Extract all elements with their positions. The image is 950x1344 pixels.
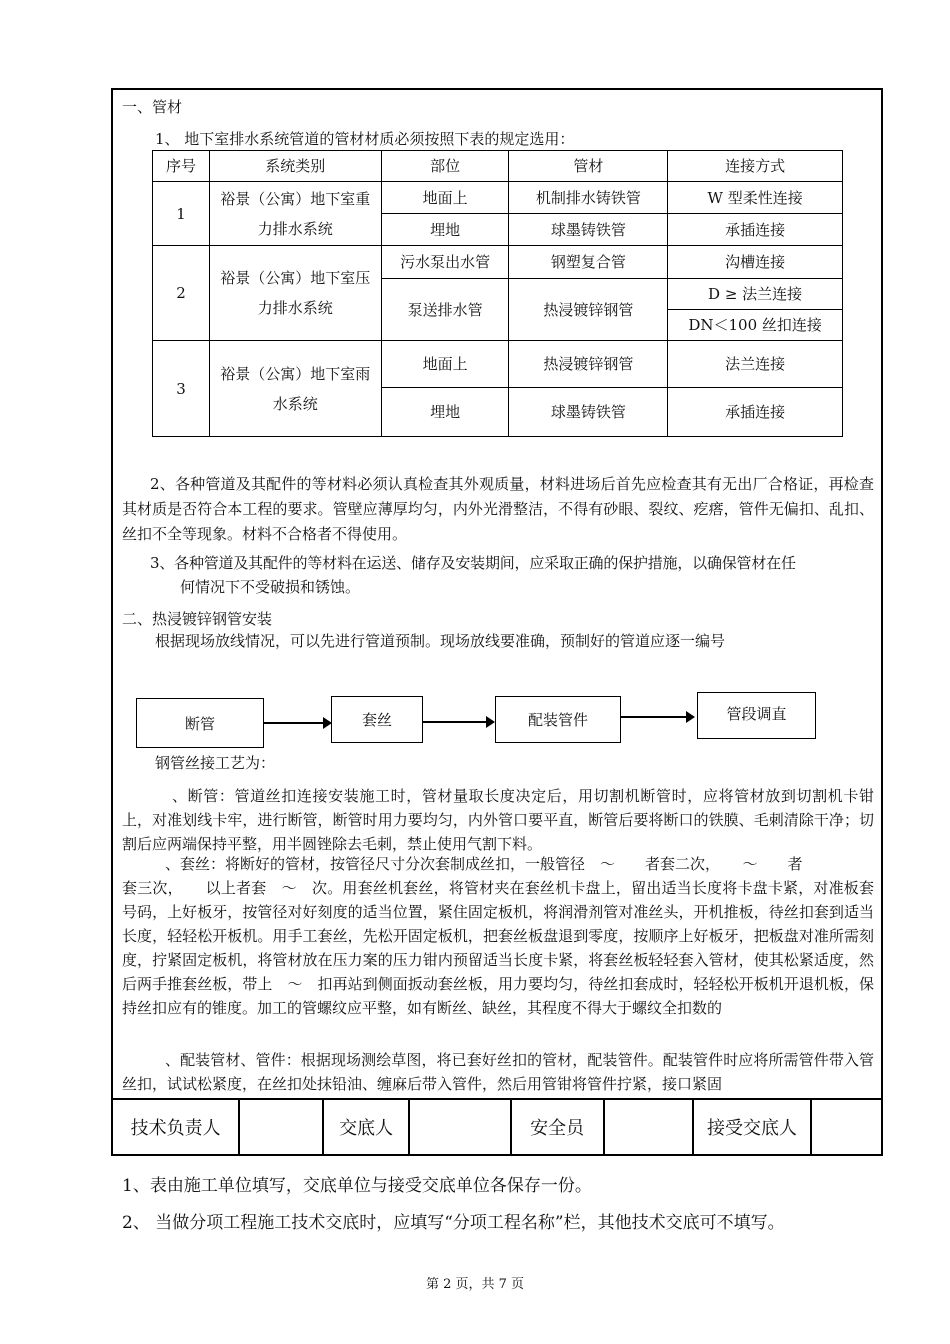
prefabrication-intro: 根据现场放线情况，可以先进行管道预制。现场放线要准确，预制好的管道应逐一编号 <box>155 632 726 650</box>
tech-lead-signature-field[interactable] <box>239 1099 323 1155</box>
flow-step-straighten: 管段调直 <box>697 692 816 739</box>
connection-type: 法兰连接 <box>668 341 843 388</box>
pipe-part: 地面上 <box>381 341 509 388</box>
table-header-row <box>153 151 843 182</box>
process-title: 钢管丝接工艺为： <box>155 754 276 772</box>
material-inspection-paragraph: 2、各种管道及其配件的等材料必须认真检查其外观质量，材料进场后首先应检查其有无出厂合格证，再检查其材质是否符合本工程的要求。管壁应薄厚均匀，内外光滑整洁，不得有砂眼、裂纹、疙瘩，管件无偏扣、乱扣、丝扣不全等现象。材料不合格者不得使用。 <box>122 475 874 543</box>
system-category: 裕景（公寓）地下室雨水系统 <box>209 341 381 437</box>
page-number: 第 2 页，共 7 页 <box>425 1277 525 1292</box>
pipe-material: 球墨铸铁管 <box>509 214 668 246</box>
pipe-part: 埋地 <box>381 214 509 246</box>
section-heading-galvanized: 二、热浸镀锌钢管安装 <box>122 610 273 628</box>
row-number: 3 <box>153 341 210 437</box>
protection-paragraph-line1: 3、各种管道及其配件的等材料在运送、储存及安装期间，应采取正确的保护措施，以确保管材在任 <box>150 554 796 572</box>
pipe-material: 球墨铸铁管 <box>509 388 668 437</box>
note-2: 2、 当做分项工程施工技术交底时，应填写“分项工程名称”栏，其他技术交底可不填写。 <box>122 1213 785 1233</box>
pipe-material: 热浸镀锌钢管 <box>509 341 668 388</box>
safety-officer-signature-field[interactable] <box>604 1099 694 1155</box>
row-number: 1 <box>153 182 210 246</box>
system-category: 裕景（公寓）地下室重力排水系统 <box>209 182 381 246</box>
table-row <box>153 341 843 388</box>
pipe-material: 热浸镀锌钢管 <box>509 279 668 341</box>
receiver-label: 接受交底人 <box>693 1099 810 1155</box>
note-1: 1、表由施工单位填写，交底单位与接受交底单位各保存一份。 <box>122 1176 592 1196</box>
connection-type: DN＜100 丝扣连接 <box>668 310 843 341</box>
fitting-paragraph: 、配装管材、管件：根据现场测绘草图，将已套好丝扣的管材，配装管件。配装管件时应将所需管件带入管丝扣，试试松紧度，在丝扣处抹铅油、缠麻后带入管件，然后用管钳将管件拧紧，接口紧固 <box>122 1051 874 1093</box>
pipe-part: 泵送排水管 <box>381 279 509 341</box>
table-row <box>153 246 843 279</box>
flow-step-fit: 配装管件 <box>495 696 621 743</box>
flow-step-thread: 套丝 <box>331 696 423 743</box>
flow-step-cut: 断管 <box>136 698 264 748</box>
section-heading-pipes: 一、管材 <box>122 98 183 116</box>
column-header: 部位 <box>381 151 509 182</box>
pipe-part: 污水泵出水管 <box>381 246 509 279</box>
pipe-material-table <box>152 150 843 437</box>
system-category: 裕景（公寓）地下室压力排水系统 <box>209 246 381 341</box>
threading-paragraph: 套三次， 以上者套 ～ 次。用套丝机套丝，将管材夹在套丝机卡盘上，留出适当长度将卡盘卡紧，对准板套号码，上好板牙，按管径对好刻度的适当位置，紧住固定板机，将润滑剂管对准丝头，开机推板，待丝扣套到适当长度，轻轻松开板机。用手工套丝，先松开固定板机，把套丝板盘退到零度，按顺序上好板牙，把板盘对准所需刻度，拧紧固定板机，将管材放在压力案的压力钳内预留适当长度卡紧，将套丝板轻轻套入管材，使其松紧适度，然后两手推套丝板，带上 ～ 扣再站到侧面扳动套丝板，用力要均匀，待丝扣套成时，轻轻松开板机开退机板，保持丝扣应有的锥度。加工的管螺纹应平整，如有断丝、缺丝，其程度不得大于螺纹全扣数的 <box>122 879 874 1017</box>
connection-type: W 型柔性连接 <box>668 182 843 214</box>
flow-arrow <box>621 716 687 718</box>
row-number: 2 <box>153 246 210 341</box>
tech-lead-label: 技术负责人 <box>112 1099 239 1155</box>
pipe-material: 钢塑复合管 <box>509 246 668 279</box>
threading-paragraph-line1: 、套丝：将断好的管材，按管径尺寸分次套制成丝扣，一般管径 ～ 者套二次， ～ 者 <box>165 855 803 873</box>
connection-type: 承插连接 <box>668 388 843 437</box>
pipe-material: 机制排水铸铁管 <box>509 182 668 214</box>
column-header: 管材 <box>509 151 668 182</box>
flow-arrow <box>264 722 324 724</box>
table-row <box>153 182 843 214</box>
connection-type: 承插连接 <box>668 214 843 246</box>
connection-type: 沟槽连接 <box>668 246 843 279</box>
presenter-label: 交底人 <box>323 1099 409 1155</box>
column-header: 序号 <box>153 151 210 182</box>
cut-pipe-paragraph: 、断管：管道丝扣连接安装施工时，管材量取长度决定后，用切割机断管时，应将管材放到切割机卡钳上，对准划线卡牢，进行断管，断管时用力要均匀，内外管口要平直，断管后要将断口的铁膜、毛刺清除干净；切割后应两端保持平整，用半圆锉除去毛刺，禁止使用气割下料。 <box>122 787 874 853</box>
receiver-signature-field[interactable] <box>811 1099 882 1155</box>
pipe-part: 埋地 <box>381 388 509 437</box>
pipe-part: 地面上 <box>381 182 509 214</box>
safety-officer-label: 安全员 <box>511 1099 604 1155</box>
connection-type: D ≥ 法兰连接 <box>668 279 843 310</box>
column-header: 系统类别 <box>209 151 381 182</box>
presenter-signature-field[interactable] <box>409 1099 510 1155</box>
protection-paragraph-line2: 何情况下不受破损和锈蚀。 <box>180 578 361 596</box>
flow-arrow <box>423 721 487 723</box>
column-header: 连接方式 <box>668 151 843 182</box>
pipe-material-rule: 1、 地下室排水系统管道的管材材质必须按照下表的规定选用： <box>155 130 575 148</box>
signature-table <box>111 1098 883 1156</box>
